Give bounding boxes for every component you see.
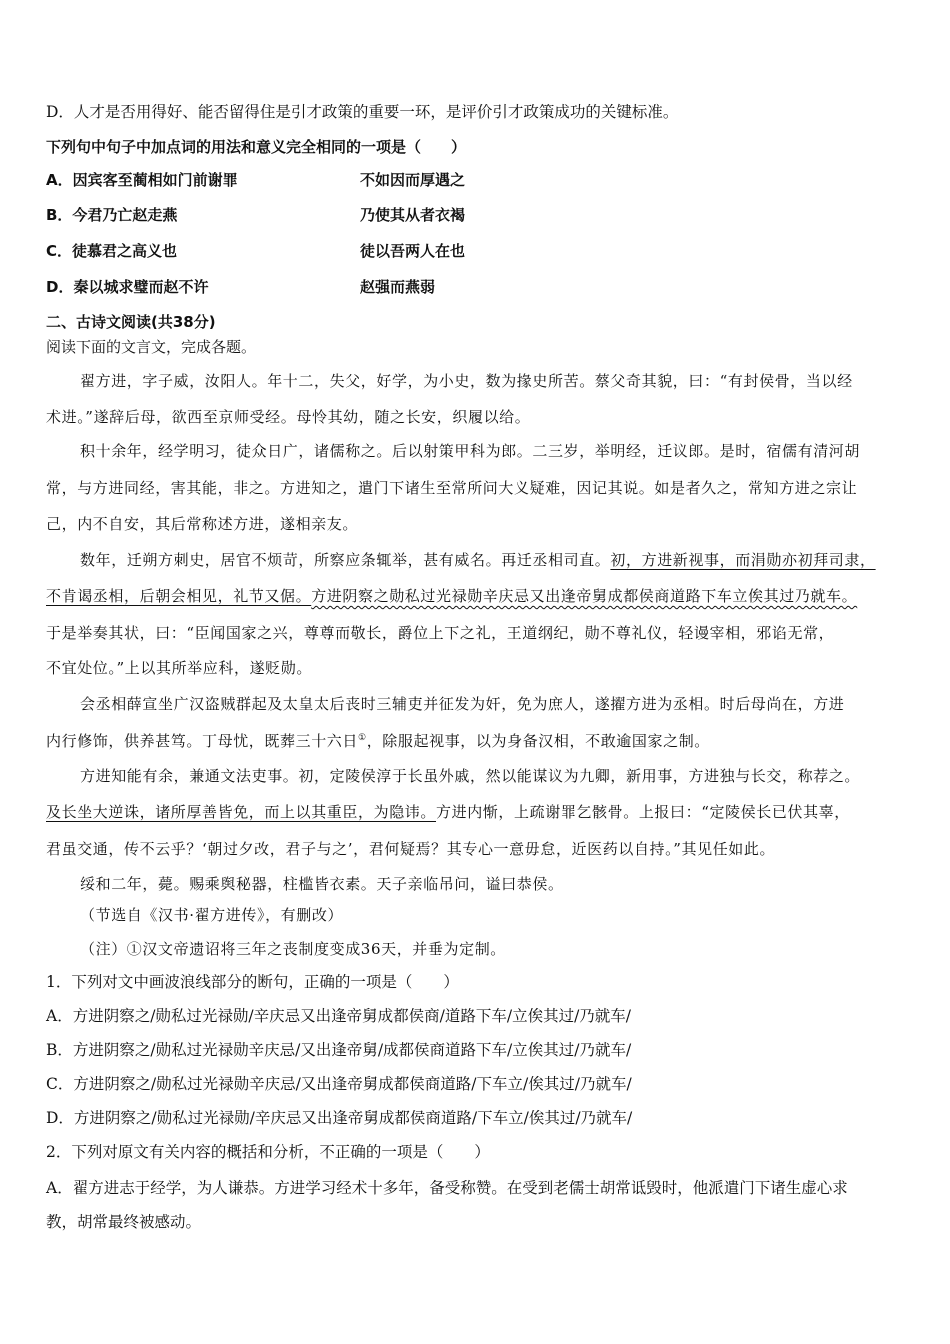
passage-line-15: 绥和二年，薨。赐乘舆秘器，柱槛皆衣素。天子亲临吊问，谥曰恭侯。 [80,875,564,893]
passage-line-1: 翟方进，字子威，汝阳人。年十二，失父，好学，为小史，数为掾史所苦。蔡父奇其貌，曰：“有封侯骨，当以经 [80,372,853,390]
question2-stem: 2．下列对原文有关内容的概括和分析，不正确的一项是（ ） [46,1143,490,1161]
footnote-marker: ① [358,733,367,743]
passage-line-6-plain: 数年，迁朔方刺史，居官不烦苛，所察应条辄举，甚有威名。再迁丞相司直。 [80,551,611,569]
question1-option-a: A．方进阴察之/勋私过光禄勋/辛庆忌又出逢帝舅成都侯商/道路下车/立俟其过/乃就车/ [46,1007,632,1025]
passage-line-3: 积十余年，经学明习，徒众日广，诸儒称之。后以射策甲科为郎。二三岁，举明经，迁议郎。是时，宿儒有清河胡 [80,442,861,460]
passage-line-13-plain: 方进内惭，上疏谢罪乞骸骨。上报曰：“定陵侯长已伏其辜， [436,803,850,821]
passage-line-7-wavy: 方进阴察之勋私过光禄勋辛庆忌又出逢帝舅成都侯商道路下车立俟其过乃就车。 [311,587,858,605]
question-usage-stem: 下列句中句子中加点词的用法和意义完全相同的一项是（ ） [46,138,467,156]
question1-stem: 1．下列对文中画波浪线部分的断句，正确的一项是（ ） [46,973,459,991]
question1-option-c: C．方进阴察之/勋私过光禄勋辛庆忌/又出逢帝舅成都侯商道路/下车立/俟其过/乃就车/ [46,1075,632,1093]
usage-option-d-right: 赵强而燕弱 [360,278,436,296]
passage-line-4: 常，与方进同经，害其能，非之。方进知之，遣门下诸生至常所问大义疑难，因记其说。如是者久之，常知方进之宗让 [46,479,858,497]
usage-option-c-right: 徒以吾两人在也 [360,242,466,260]
usage-option-d-left: D．秦以城求璧而赵不许 [46,278,209,296]
usage-option-a-right: 不如因而厚遇之 [360,171,466,189]
passage-line-6 [80,550,876,570]
passage-line-11-b: ，除服起视事，以为身备汉相，不敢逾国家之制。 [366,732,710,750]
passage-line-2: 术进。”遂辞后母，欲西至京师受经。母怜其幼，随之长安，织履以给。 [46,408,531,426]
question1-option-d: D．方进阴察之/勋私过光禄勋/辛庆忌又出逢帝舅成都侯商道路/下车立/俟其过/乃就车/ [46,1109,633,1127]
question1-option-b: B．方进阴察之/勋私过光禄勋辛庆忌/又出逢帝舅/成都侯商道路下车/立俟其过/乃就车/ [46,1041,632,1059]
usage-option-a-left: A．因宾客至蔺相如门前谢罪 [46,171,238,189]
passage-line-10: 会丞相薛宣坐广汉盗贼群起及太皇太后丧时三辅吏并征发为奸，免为庶人，遂擢方进为丞相。时后母尚在，方进 [80,695,845,713]
passage-line-7-underlined: 不肯谒丞相，后朝会相见，礼节又倨。 [46,587,312,605]
question2-option-a-line-2: 教，胡常最终被感动。 [46,1213,202,1231]
passage-line-9: 不宜处位。”上以其所举应科，遂贬勋。 [46,659,312,677]
intro-option-d: D．人才是否用得好、能否留得住是引才政策的重要一环，是评价引才政策成功的关键标准。 [46,103,679,121]
passage-line-14: 君虽交通，传不云乎？‘朝过夕改，君子与之’，君何疑焉？其专心一意毋怠，近医药以自持。”其见任如此。 [46,840,776,858]
usage-option-b-left: B．今君乃亡赵走燕 [46,206,178,224]
question2-option-a-line-1: A．翟方进志于经学，为人谦恭。方进学习经术十多年，备受称赞。在受到老儒士胡常诋毁时，他派遣门下诸生虚心求 [46,1179,848,1197]
passage-line-11 [46,731,710,751]
passage-line-13-underlined: 及长坐大逆诛，诸所厚善皆免，而上以其重臣，为隐讳。 [46,803,437,821]
passage-footnote: （注）①汉文帝遗诏将三年之丧制度变成36天，并垂为定制。 [80,940,506,958]
passage-line-11-a: 内行修饰，供养甚笃。丁母忧，既葬三十六日 [46,732,359,750]
passage-line-8: 于是举奏其状，曰：“臣闻国家之兴，尊尊而敬长，爵位上下之礼，王道纲纪，勋不尊礼仪，轻谩宰相，邪谄无常， [46,624,835,642]
section-instruction: 阅读下面的文言文，完成各题。 [46,338,257,356]
passage-line-7 [46,586,857,606]
passage-line-12: 方进知能有余，兼通文法吏事。初，定陵侯淳于长虽外戚，然以能谋议为九卿，新用事，方进独与长交，称荐之。 [80,767,861,785]
passage-line-13 [46,802,850,822]
passage-line-6-underlined: 初，方进新视事，而涓勋亦初拜司隶， [610,551,876,569]
passage-line-5: 己，内不自安，其后常称述方进，遂相亲友。 [46,515,359,533]
usage-option-c-left: C．徒慕君之高义也 [46,242,178,260]
passage-source: （节选自《汉书·翟方进传》，有删改） [80,906,344,924]
usage-option-b-right: 乃使其从者衣褐 [360,206,466,224]
section-heading: 二、古诗文阅读(共38分) [46,313,216,331]
